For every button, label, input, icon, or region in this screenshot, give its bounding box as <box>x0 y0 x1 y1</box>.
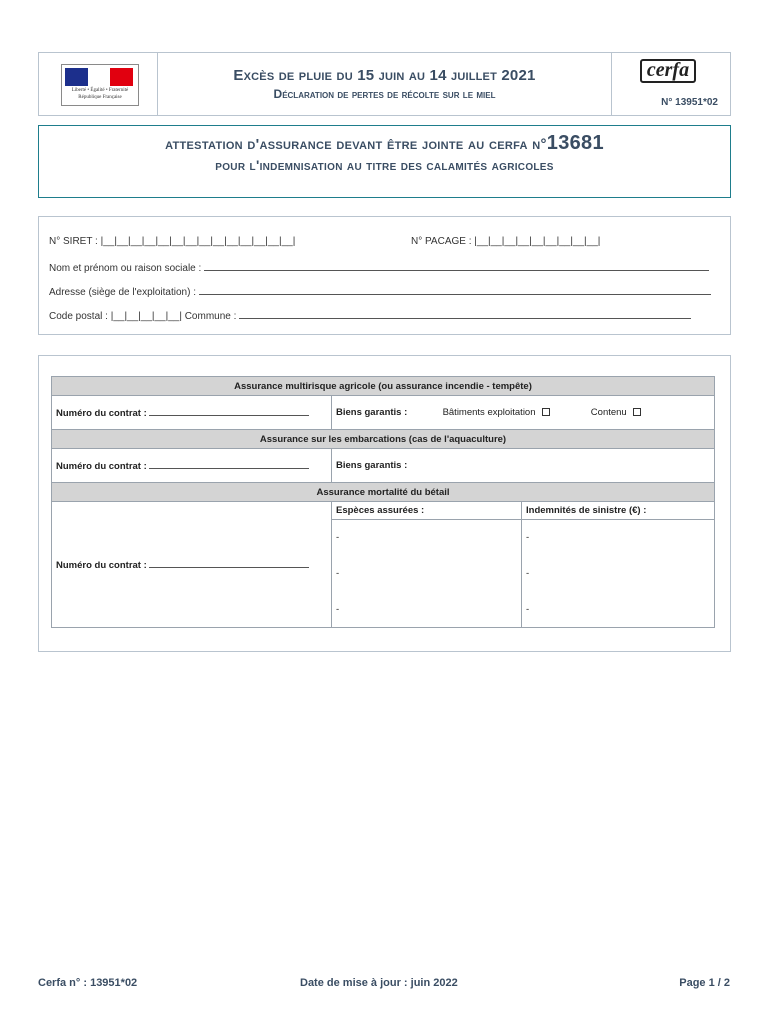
species-dash: - <box>336 603 340 615</box>
multirisk-contract-cell <box>52 396 332 430</box>
attestation-title-box <box>38 125 731 198</box>
address-line <box>49 285 711 298</box>
section-multirisk-title: Assurance multirisque agricole (ou assurance incendie - tempête) <box>52 377 715 396</box>
footer-page-number: Page 1 / 2 <box>679 977 730 989</box>
header-box <box>38 52 731 116</box>
multirisk-goods-cell <box>332 396 715 430</box>
attestation-cerfa-number: 13681 <box>546 132 604 154</box>
multirisk-contract-label: Numéro du contrat : <box>56 408 147 419</box>
cerfa-number: N° 13951*02 <box>661 97 718 108</box>
boats-goods-cell <box>332 449 715 483</box>
attestation-title-line1 <box>39 132 730 155</box>
species-dash: - <box>336 532 340 544</box>
address-field[interactable] <box>199 285 711 295</box>
commune-label: Commune : <box>184 311 237 322</box>
species-row-2[interactable] <box>332 556 522 592</box>
cerfa-cell <box>611 53 730 115</box>
form-title: Excès de pluie du 15 juin au 14 juillet 2021 <box>233 67 536 84</box>
postal-line <box>49 309 691 322</box>
claims-dash: - <box>526 603 530 615</box>
species-header: Espèces assurées : <box>332 502 522 520</box>
section-livestock-title: Assurance mortalité du bétail <box>52 483 715 502</box>
species-row-3[interactable] <box>332 592 522 628</box>
multirisk-contract-field[interactable] <box>149 406 309 416</box>
boats-contract-field[interactable] <box>149 459 309 469</box>
contents-option-label: Contenu <box>590 407 627 418</box>
address-label: Adresse (siège de l'exploitation) : <box>49 287 196 298</box>
multirisk-goods-label: Biens garantis : <box>336 407 408 418</box>
insurance-box <box>38 355 731 652</box>
boats-contract-label: Numéro du contrat : <box>56 461 147 472</box>
pacage-line <box>411 236 600 247</box>
postal-label: Code postal : <box>49 311 108 322</box>
attestation-title-text: attestation d'assurance devant être jointe au cerfa n° <box>165 136 547 153</box>
logo-motto: Liberté • Égalité • Fraternité <box>71 88 129 93</box>
claims-row-1[interactable] <box>522 520 715 556</box>
siret-label: N° SIRET : <box>49 236 98 247</box>
claims-row-3[interactable] <box>522 592 715 628</box>
contents-checkbox[interactable] <box>633 408 641 416</box>
buildings-option-label: Bâtiments exploitation <box>442 407 536 418</box>
boats-contract-cell <box>52 449 332 483</box>
postal-field[interactable]: |__|__|__|__|__| <box>110 311 182 322</box>
footer-update-date: Date de mise à jour : juin 2022 <box>300 977 458 989</box>
species-row-1[interactable] <box>332 520 522 556</box>
attestation-title-line2: pour l'indemnisation au titre des calamités agricoles <box>215 157 554 173</box>
claims-dash: - <box>526 532 530 544</box>
pacage-field[interactable]: |__|__|__|__|__|__|__|__|__| <box>474 236 601 247</box>
footer-cerfa: Cerfa n° : 13951*02 <box>38 977 138 989</box>
claims-dash: - <box>526 568 530 579</box>
cerfa-logo: cerfa <box>640 59 696 83</box>
livestock-contract-cell <box>52 502 332 628</box>
buildings-checkbox[interactable] <box>542 408 550 416</box>
livestock-contract-label: Numéro du contrat : <box>56 560 147 571</box>
tricolor-flag-icon <box>65 68 133 86</box>
name-line <box>49 261 709 274</box>
claims-row-2[interactable] <box>522 556 715 592</box>
commune-field[interactable] <box>239 309 691 319</box>
livestock-contract-field[interactable] <box>149 558 309 568</box>
form-subtitle: Déclaration de pertes de récolte sur le miel <box>273 87 496 101</box>
pacage-label: N° PACAGE : <box>411 236 472 247</box>
siret-field[interactable]: |__|__|__|__|__|__|__|__|__|__|__|__|__|__| <box>100 236 296 247</box>
identification-box <box>38 216 731 335</box>
section-boats-title: Assurance sur les embarcations (cas de l'aquaculture) <box>52 430 715 449</box>
logo-country: République Française <box>78 95 122 100</box>
siret-line <box>49 236 295 247</box>
name-label: Nom et prénom ou raison sociale : <box>49 263 202 274</box>
claims-header: Indemnités de sinistre (€) : <box>522 502 715 520</box>
marianne-logo <box>61 64 139 106</box>
name-field[interactable] <box>204 261 709 271</box>
insurance-table <box>51 376 715 628</box>
logo-cell <box>39 53 158 115</box>
boats-goods-label: Biens garantis : <box>336 460 408 471</box>
species-dash: - <box>336 568 340 579</box>
